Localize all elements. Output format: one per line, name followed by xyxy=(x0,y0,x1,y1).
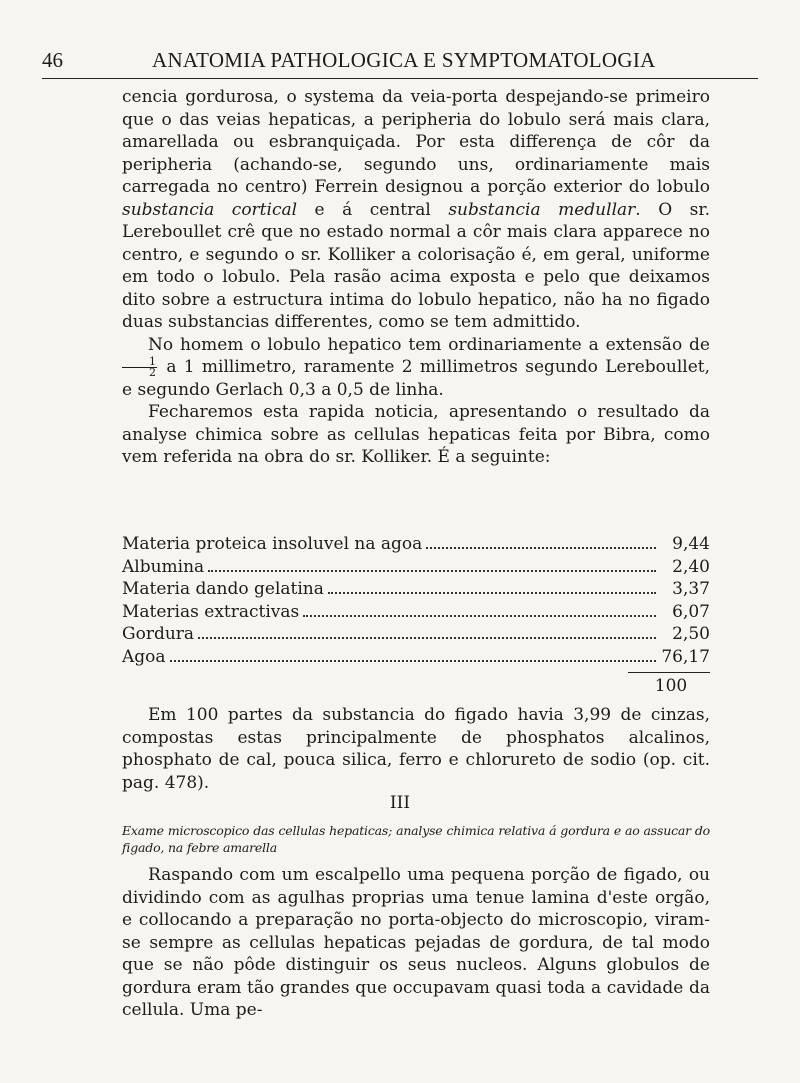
dot-leader xyxy=(303,614,656,617)
composition-label: Materia dando gelatina xyxy=(122,579,324,599)
composition-value: 9,44 xyxy=(672,534,710,554)
dot-leader xyxy=(208,569,656,572)
composition-row xyxy=(122,646,710,669)
composition-row xyxy=(122,601,710,624)
composition-row xyxy=(122,556,710,579)
composition-total: 100 xyxy=(654,676,688,696)
composition-label: Materia proteica insoluvel na agoa xyxy=(122,534,423,554)
composition-table xyxy=(122,533,710,668)
composition-value: 3,37 xyxy=(672,579,710,599)
section-title: Exame microscopico das cellulas hepaticas; analyse chimica relativa á gordura e ao assucar do figado, na febre amarella xyxy=(122,823,710,855)
paragraph-microscopy: Raspando com um escalpello uma pequena porção de figado, ou dividindo com as agulhas proprias uma tenue lamina d'este orgão, e collocando a preparação no porta-objecto do microscopio, viram-se sempre as cellulas hepaticas pejadas de gordura, de tal modo que se não pôde distinguir os seus nucleos. Alguns globulos de gordura eram tão grandes que occupavam quasi toda a cavidade da cellula. Uma pe- xyxy=(122,865,710,1020)
composition-label: Gordura xyxy=(122,624,195,644)
paragraph-lobulo-color: cencia gordurosa, o systema da veia-porta despejando-se primeiro que o das veias hepaticas, a peripheria do lobulo será mais clara, amarellada ou esbranquiçada. Por esta differença de côr da peripheria (achando-se, segundo uns, ordinariamente mais carregada no centro) Ferrein designou a porção exterior do lobulo substancia cortical e á central substancia medullar. O sr. Lereboullet crê que no estado normal a côr mais clara apparece no centro, e segundo o sr. Kolliker a colorisação é, em geral, uniforme em todo o lobulo. Pela rasão acima exposta e pelo que deixamos dito sobre a estructura intima do lobulo hepatico, não ha no figado duas substancias differentes, como se tem admittido. xyxy=(122,87,711,332)
paragraph-lobulo-size: No homem o lobulo hepatico tem ordinariamente a extensão de $\frac{1}{2}$ a 1 millimetro, raramente 2 millimetros segundo Lereboullet, e segundo Gerlach 0,3 a 0,5 de linha. xyxy=(122,334,710,400)
page-header xyxy=(42,48,758,79)
composition-row xyxy=(122,623,710,646)
composition-value: 6,07 xyxy=(672,601,710,622)
section-number: III xyxy=(389,793,411,813)
total-rule xyxy=(628,672,710,673)
page-number: 46 xyxy=(42,48,63,72)
paragraph-analysis-intro: Fecharemos esta rapida noticia, apresentando o resultado da analyse chimica sobre as cellulas hepaticas feita por Bibra, como vem referida na obra do sr. Kolliker. É a seguinte: xyxy=(122,402,710,467)
term-medullar: substancia medullar xyxy=(448,199,636,220)
composition-label: Agoa xyxy=(122,646,166,667)
composition-row xyxy=(122,578,710,601)
dot-leader xyxy=(170,659,656,662)
composition-value: 2,40 xyxy=(672,556,710,577)
composition-value: 2,50 xyxy=(672,624,710,644)
composition-label: Albumina xyxy=(122,556,205,577)
dot-leader xyxy=(328,591,656,594)
text-block-top xyxy=(122,86,710,469)
dot-leader xyxy=(426,546,656,549)
term-cortical: substancia cortical xyxy=(122,199,298,220)
composition-label: Materias extractivas xyxy=(122,601,300,622)
dot-leader xyxy=(198,636,656,639)
paragraph-ashes: Em 100 partes da substancia do figado havia 3,99 de cinzas, compostas estas principalmente de phosphatos alcalinos, phosphato de cal, pouca silica, ferro e chlorureto de sodio (op. cit. pag. 478). xyxy=(122,705,710,793)
running-head: ANATOMIA PATHOLOGICA E SYMPTOMATOLOGIA xyxy=(152,48,656,72)
fraction-half: $\frac{1}{2}$ xyxy=(122,357,157,378)
composition-row xyxy=(122,533,710,556)
composition-value: 76,17 xyxy=(661,646,710,667)
